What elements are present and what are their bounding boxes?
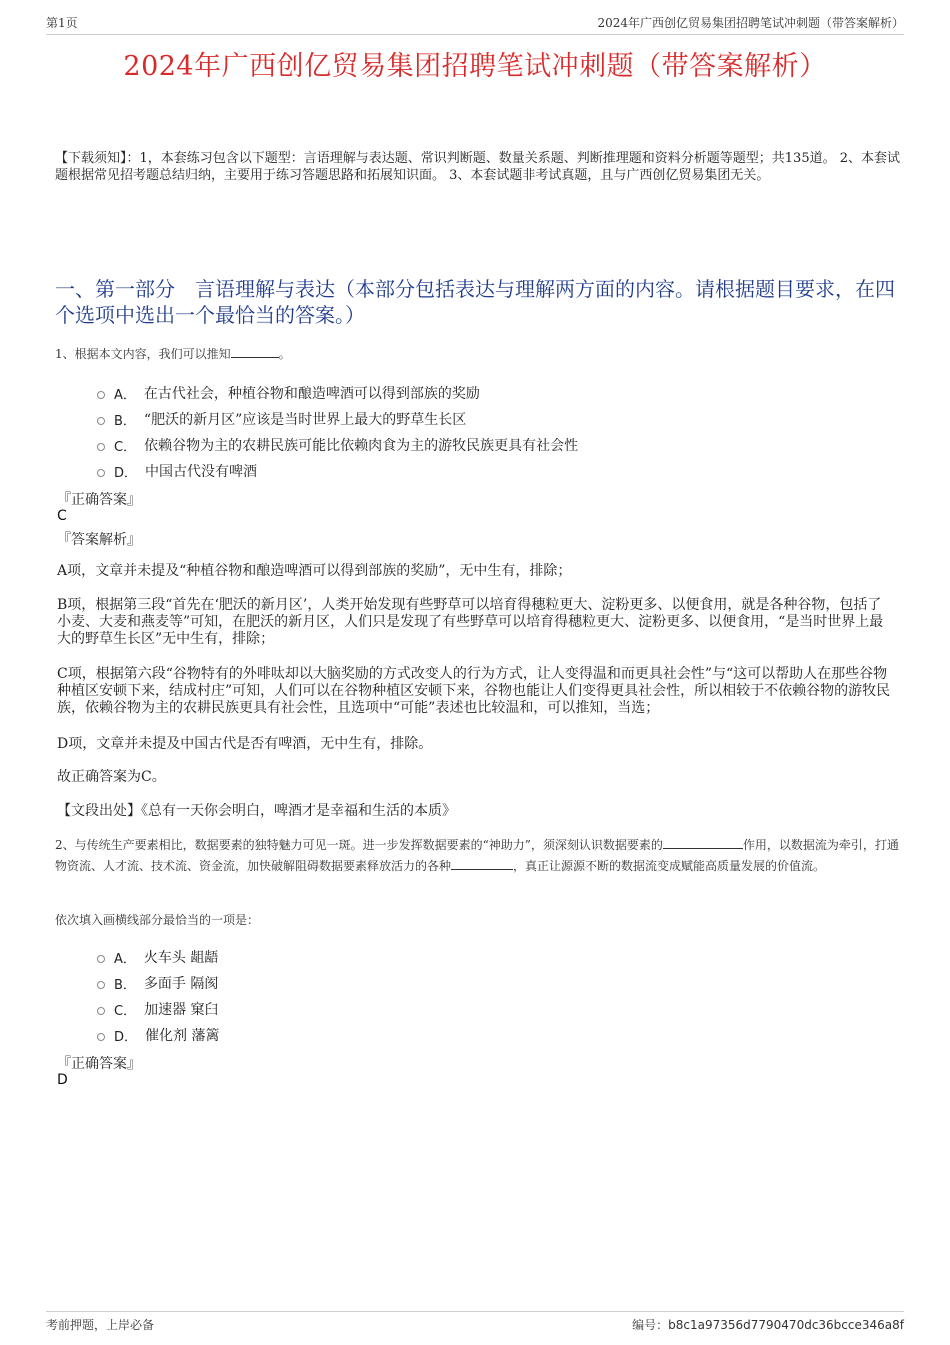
header-doc-title: 2024年广西创亿贸易集团招聘笔试冲刺题（带答案解析） [597, 16, 904, 30]
question-1-stem-text: 1、根据本文内容，我们可以推知 [55, 347, 231, 361]
footer-code-label: 编号： [632, 1318, 669, 1332]
option-text: 中国古代没有啤酒 [145, 464, 258, 480]
analysis-paragraph-a: A项，文章并未提及“种植谷物和酿造啤酒可以得到部族的奖励”，无中生有，排除； [57, 563, 572, 579]
option-letter: A． [114, 951, 136, 967]
option-letter: C． [114, 439, 137, 455]
option-letter: C． [114, 1003, 137, 1019]
document-title: 2024年广西创亿贸易集团招聘笔试冲刺题（带答案解析） [123, 51, 827, 82]
question-1-stem [55, 345, 900, 364]
question-2-option-d[interactable] [97, 1025, 219, 1045]
question-2-prompt: 依次填入画横线部分最恰当的一项是： [55, 913, 260, 927]
analysis-conclusion: 故正确答案为C。 [57, 769, 166, 785]
question-1-stem-end: 。 [278, 347, 291, 361]
footer-code-wrap [632, 1316, 904, 1333]
analysis-label: 『答案解析』 [57, 532, 141, 548]
question-2-option-c[interactable] [97, 999, 219, 1019]
analysis-paragraph-c: C项，根据第六段“谷物特有的外啡呔却以大脑奖励的方式改变人的行为方式，让人变得温和而更具社会性”与“这可以帮助人在那些谷物种植区安顿下来，结成村庄”可知，人们可以在谷物种植区安顿下来，谷物也能让人们变得更具社会性，所以相较于不依赖谷物的游牧民族，依赖谷物为主的农耕民族更具有社会性，且选项中“可能”表述也比较温和，可以推知，当选； [57, 666, 891, 716]
option-text: 加速器 窠臼 [144, 1002, 219, 1018]
question-2-stem [55, 835, 900, 877]
radio-button-icon[interactable] [97, 469, 105, 477]
question-1-option-b[interactable] [97, 409, 466, 429]
radio-button-icon[interactable] [97, 1007, 105, 1015]
option-text: 依赖谷物为主的农耕民族可能比依赖肉食为主的游牧民族更具有社会性 [144, 438, 579, 454]
question-2-option-b[interactable] [97, 973, 218, 993]
page-number: 第1页 [46, 16, 78, 30]
page-header [46, 14, 904, 35]
option-text: 催化剂 藩篱 [145, 1028, 220, 1044]
radio-button-icon[interactable] [97, 981, 105, 989]
correct-answer: C [57, 508, 67, 524]
question-2-stem-text: 2、与传统生产要素相比，数据要素的独特魅力可见一斑。进一步发挥数据要素的“神助力”，须深刻认识数据要素的 [55, 838, 663, 852]
option-text: 火车头 龃龉 [143, 950, 219, 966]
option-text: “肥沃的新月区”应该是当时世界上最大的野草生长区 [143, 412, 467, 428]
option-letter: B． [114, 977, 136, 993]
question-2-option-a[interactable] [97, 947, 218, 967]
option-letter: D． [114, 1029, 138, 1045]
option-letter: D． [114, 465, 138, 481]
answer-blank [231, 345, 279, 358]
question-2-stem-text: 作用，以数据流为牵引，打通物资流、人才流、技术流、资金流，加快破解阻碍数据要素释放活力的各种 [55, 838, 899, 873]
question-1-option-c[interactable] [97, 435, 578, 455]
option-text: 在古代社会，种植谷物和酿造啤酒可以得到部族的奖励 [143, 386, 480, 402]
footer-code: b8c1a97356d7790470dc36bcce346a8f [668, 1318, 904, 1332]
correct-answer-label: 『正确答案』 [57, 492, 141, 508]
option-text: 多面手 隔阂 [143, 976, 219, 992]
radio-button-icon[interactable] [97, 391, 105, 399]
passage-source: 【文段出处】《总有一天你会明白，啤酒才是幸福和生活的本质》 [57, 803, 456, 819]
option-letter: B． [114, 413, 136, 429]
radio-button-icon[interactable] [97, 1033, 105, 1041]
correct-answer: D [57, 1072, 68, 1088]
radio-button-icon[interactable] [97, 443, 105, 451]
footer-slogan: 考前押题，上岸必备 [46, 1318, 155, 1332]
page-footer [46, 1311, 904, 1333]
question-1-option-a[interactable] [97, 383, 480, 403]
radio-button-icon[interactable] [97, 417, 105, 425]
question-2-stem-text: ，真正让源源不断的数据流变成赋能高质量发展的价值流。 [513, 859, 826, 873]
answer-blank [663, 836, 743, 849]
answer-blank [451, 857, 513, 870]
correct-answer-label: 『正确答案』 [57, 1056, 141, 1072]
option-letter: A． [114, 387, 136, 403]
analysis-paragraph-b: B项，根据第三段“首先在‘肥沃的新月区’，人类开始发现有些野草可以培育得穗粒更大、淀粉更多、以便食用，就是各种谷物，包括了小麦、大麦和燕麦等”可知，在肥沃的新月区，人们只是发现了有些野草可以培育得穗粒更大、淀粉更多、以便食用，“是当时世界上最大的野草生长区”无中生有，排除； [57, 597, 884, 647]
download-notice: 【下载须知】：1，本套练习包含以下题型：言语理解与表达题、常识判断题、数量关系题、判断推理题和资料分析题等题型；共135道。 2、本套试题根据常见招考题总结归纳，主要用于练习答题思路和拓展知识面。 3、本套试题非考试真题，且与广西创亿贸易集团无关。 [55, 151, 900, 183]
section-heading: 一、第一部分 言语理解与表达（本部分包括表达与理解两方面的内容。请根据题目要求，在四个选项中选出一个最恰当的答案。） [55, 277, 895, 327]
analysis-paragraph-d: D项，文章并未提及中国古代是否有啤酒，无中生有，排除。 [57, 736, 433, 752]
question-1-option-d[interactable] [97, 461, 257, 481]
radio-button-icon[interactable] [97, 955, 105, 963]
